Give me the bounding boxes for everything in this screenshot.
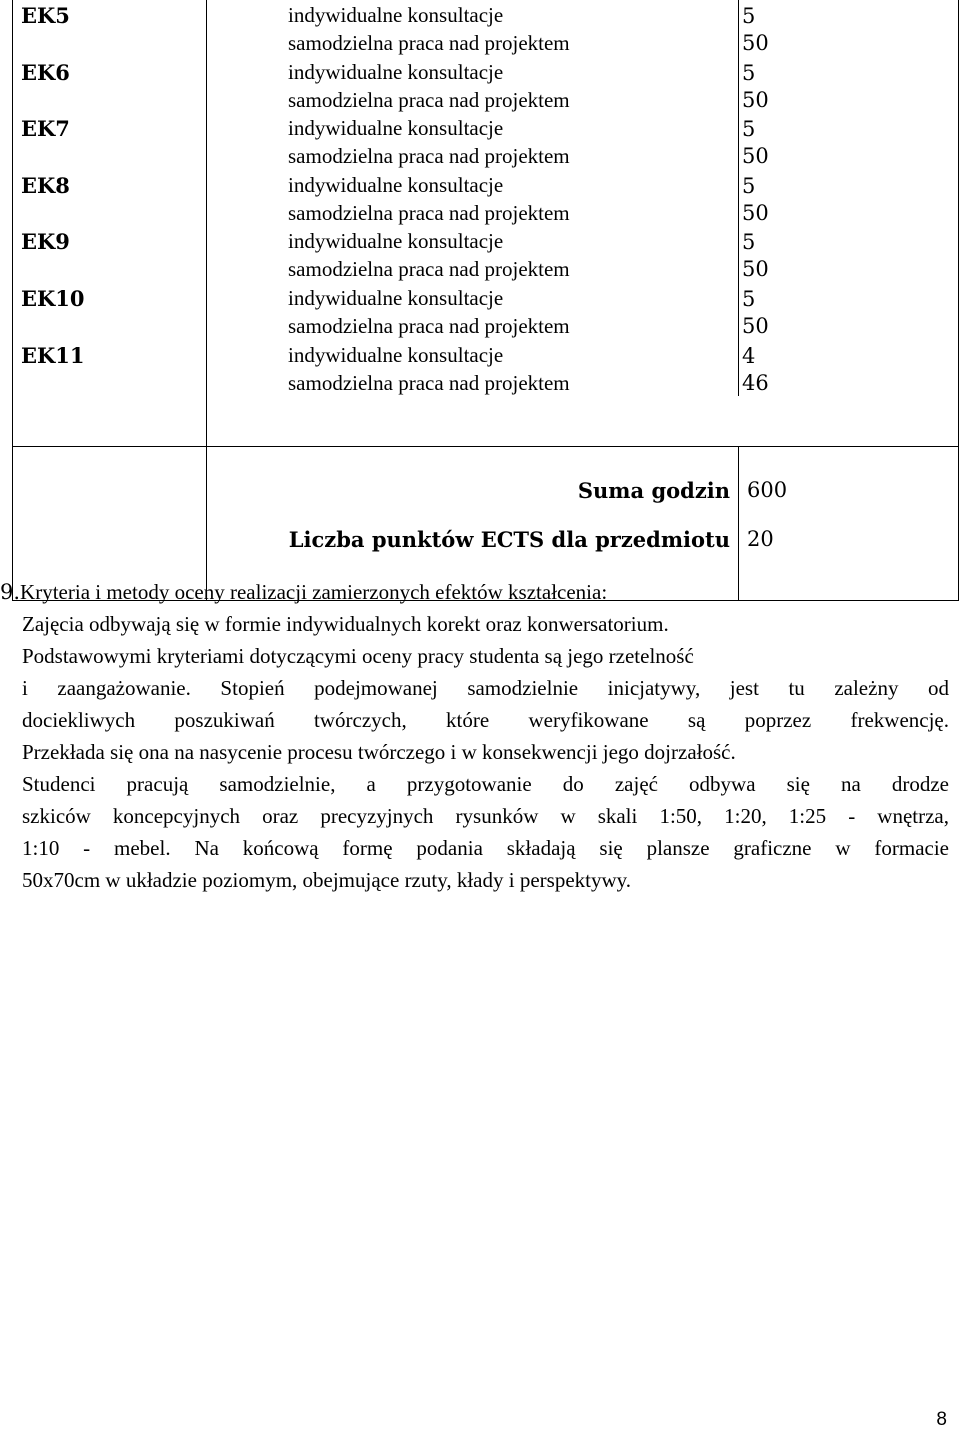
activity-form: samodzielna praca nad projektem (288, 313, 570, 338)
activity-form: indywidualne konsultacje (288, 229, 504, 254)
activity-forms-cell (207, 170, 739, 227)
paragraph-line: szkiców koncepcyjnych oraz precyzyjnych rysunków w skali 1:50, 1:20, 1:25 - wnętrza, (22, 804, 949, 828)
table-row (13, 57, 958, 114)
activity-form: indywidualne konsultacje (288, 285, 504, 310)
activity-form: samodzielna praca nad projektem (288, 257, 570, 282)
paragraph-line: Studenci pracują samodzielnie, a przygotowanie do zajęć odbywa się na drodze (22, 772, 949, 796)
table-row (13, 113, 958, 170)
section-paragraph (0, 608, 952, 896)
table-body (13, 0, 958, 396)
workload-table (12, 0, 959, 601)
activity-forms-cell (207, 113, 739, 170)
table-row (13, 0, 958, 57)
assessment-criteria-section (0, 576, 952, 896)
ects-points-label: Liczba punktów ECTS dla przedmiotu (288, 527, 730, 553)
hours-cell (739, 226, 958, 283)
table-row (13, 283, 958, 340)
hours-value: 50 (742, 144, 769, 169)
total-hours-label: Suma godzin (577, 478, 730, 504)
hours-value: 50 (742, 257, 769, 282)
paragraph-line: dociekliwych poszukiwań twórczych, które weryfikowane są poprzez frekwencję. (22, 708, 949, 732)
hours-value: 50 (742, 87, 769, 112)
activity-form: samodzielna praca nad projektem (288, 370, 570, 395)
activity-form: indywidualne konsultacje (288, 116, 504, 141)
learning-outcome-code: EK6 (13, 57, 207, 114)
paragraph-line: 50x70cm w układzie poziomym, obejmujące rzuty, kłady i perspektywy. (22, 868, 632, 892)
hours-cell (739, 113, 958, 170)
hours-cell (739, 0, 958, 57)
hours-cell (739, 170, 958, 227)
table-row (13, 340, 958, 397)
hours-cell (739, 283, 958, 340)
hours-value: 5 (742, 117, 756, 142)
total-hours-value: 600 (747, 478, 788, 503)
hours-value: 50 (742, 31, 769, 55)
hours-cell (739, 340, 958, 397)
hours-value: 5 (742, 286, 756, 311)
learning-outcome-code: EK9 (13, 226, 207, 283)
activity-form: samodzielna praca nad projektem (288, 144, 570, 169)
paragraph-line: Przekłada się ona na nasycenie procesu twórczego i w konsekwencji jego dojrzałość. (22, 740, 736, 764)
activity-form: samodzielna praca nad projektem (288, 200, 570, 225)
hours-value: 4 (742, 343, 756, 368)
hours-value: 46 (742, 370, 769, 395)
hours-value: 5 (742, 173, 756, 198)
table-row (13, 170, 958, 227)
activity-form: samodzielna praca nad projektem (288, 31, 570, 55)
table-spacer-row (13, 396, 958, 447)
table-row (13, 226, 958, 283)
page-number: 8 (936, 1409, 947, 1430)
activity-form: indywidualne konsultacje (288, 3, 504, 27)
activity-form: indywidualne konsultacje (288, 342, 504, 367)
learning-outcome-code: EK8 (13, 170, 207, 227)
hours-value: 5 (742, 4, 756, 28)
learning-outcome-code: EK5 (13, 0, 207, 57)
section-title: Kryteria i metody oceny realizacji zamierzonych efektów kształcenia: (20, 580, 608, 604)
hours-value: 50 (742, 200, 769, 225)
hours-cell (739, 57, 958, 114)
hours-value: 5 (742, 60, 756, 85)
ects-points-value: 20 (747, 527, 774, 552)
section-number: 9. (0, 580, 21, 604)
paragraph-line: i zaangażowanie. Stopień podejmowanej samodzielnie inicjatywy, jest tu zależny od (22, 676, 949, 700)
paragraph-line: Zajęcia odbywają się w formie indywidualnych korekt oraz konwersatorium. (22, 612, 669, 636)
activity-forms-cell (207, 283, 739, 340)
learning-outcome-code: EK7 (13, 113, 207, 170)
activity-form: samodzielna praca nad projektem (288, 87, 570, 112)
activity-forms-cell (207, 340, 739, 397)
activity-form: indywidualne konsultacje (288, 172, 504, 197)
activity-forms-cell (207, 226, 739, 283)
hours-value: 50 (742, 313, 769, 338)
paragraph-line: 1:10 - mebel. Na końcową formę podania składają się plansze graficzne w formacie (22, 836, 949, 860)
learning-outcome-code: EK10 (13, 283, 207, 340)
hours-value: 5 (742, 230, 756, 255)
activity-forms-cell (207, 0, 739, 57)
learning-outcome-code: EK11 (13, 340, 207, 397)
paragraph-line: Podstawowymi kryteriami dotyczącymi oceny pracy studenta są jego rzetelność (22, 644, 694, 668)
activity-form: indywidualne konsultacje (288, 59, 504, 84)
activity-forms-cell (207, 57, 739, 114)
section-heading (0, 576, 952, 608)
